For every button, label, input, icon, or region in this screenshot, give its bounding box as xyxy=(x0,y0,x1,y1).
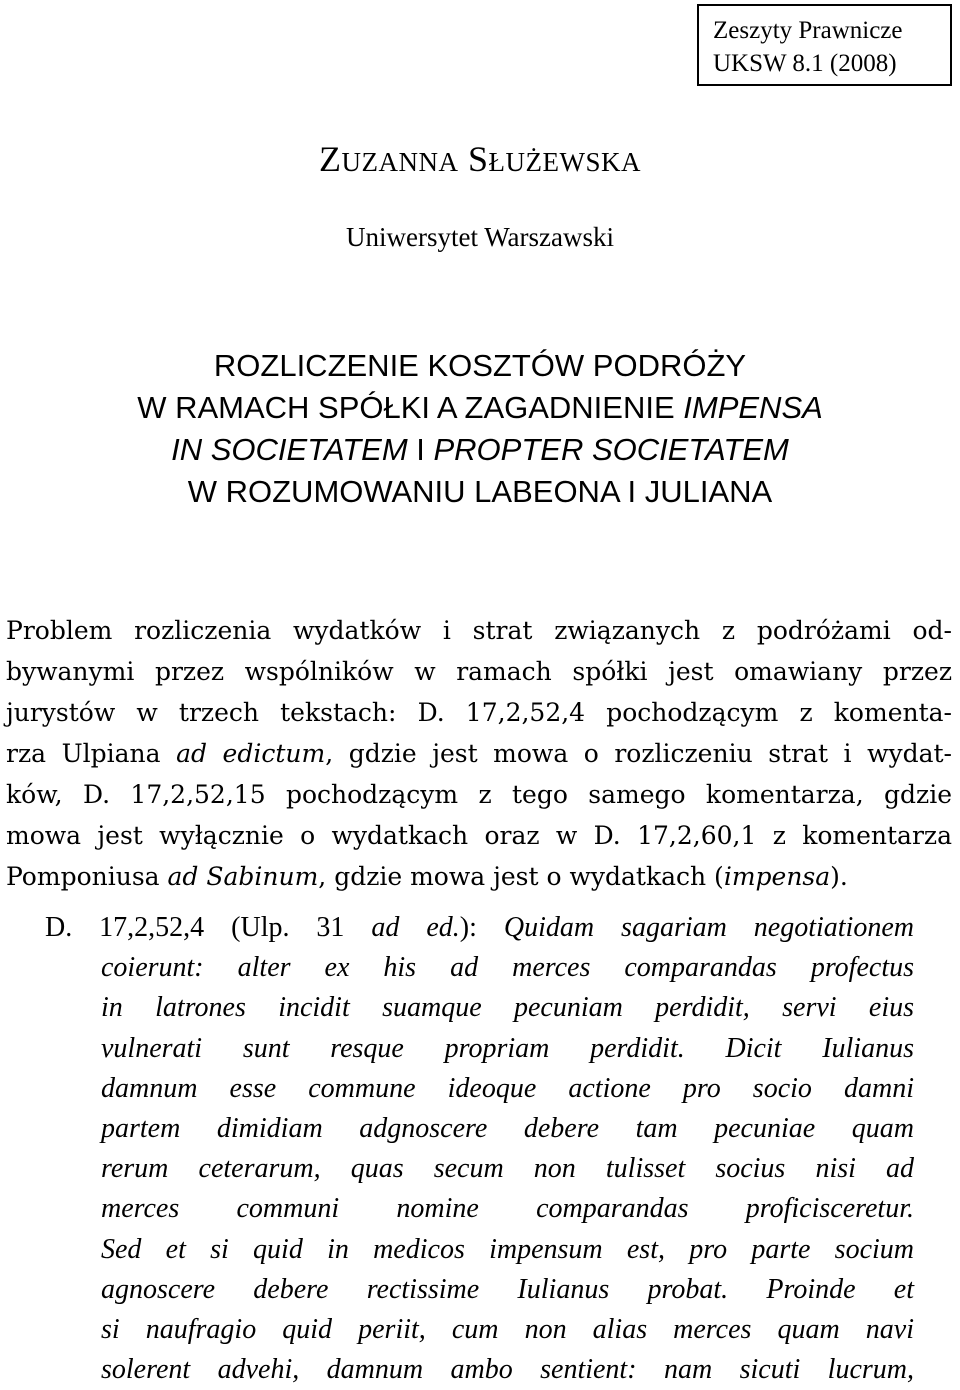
quote-line: coierunt: alter ex his ad merces comparandas profectus xyxy=(101,952,914,984)
author-last-initial: S xyxy=(467,139,489,179)
quote-line: partem dimidiam adgnoscere debere tam pecuniae quam xyxy=(101,1113,914,1145)
journal-info-box xyxy=(697,4,952,86)
title-line-4: W ROZUMOWANIU LABEONA I JULIANA xyxy=(187,474,773,509)
author-first-rest: UZANNA xyxy=(341,147,459,177)
abstract-line: Pomponiusa ad Sabinum, gdzie mowa jest o wydatkach (impensa). xyxy=(6,862,848,891)
quote-line: vulnerati sunt resque propriam perdidit. Dicit Iulianus xyxy=(101,1032,914,1064)
author-first-initial: Z xyxy=(318,139,342,179)
abstract-paragraph xyxy=(6,610,952,897)
quote-line: merces communi nomine comparandas proficisceretur. xyxy=(101,1193,914,1225)
quote-reference-line: D. 17,2,52,4 (Ulp. 31 ad ed.): Quidam sagariam negotiationem xyxy=(45,912,914,943)
abstract-line: rza Ulpiana ad edictum, gdzie jest mowa o rozliczeniu strat i wydat- xyxy=(6,739,952,768)
article-title xyxy=(0,345,960,513)
title-line-2: W RAMACH SPÓŁKI A ZAGADNIENIE IMPENSA xyxy=(137,390,823,425)
quote-line: damnum esse commune ideoque actione pro socio damni xyxy=(101,1072,914,1104)
journal-issue: UKSW 8.1 (2008) xyxy=(713,50,897,77)
quote-reference: D. 17,2,52,4 (Ulp. 31 ad ed.): xyxy=(45,912,504,943)
abstract-line: jurystów w trzech tekstach: D. 17,2,52,4 pochodzącym z komenta- xyxy=(6,698,952,727)
abstract-line: Problem rozliczenia wydatków i strat związanych z podróżami od- xyxy=(6,616,952,645)
quote-line: agnoscere debere rectissime Iulianus probat. Proinde et xyxy=(101,1273,914,1305)
quote-line: si naufragio quid periit, cum non alias merces quam navi xyxy=(101,1314,914,1346)
quote-line: Sed et si quid in medicos impensum est, pro parte socium xyxy=(101,1233,914,1265)
author-last-rest: ŁUŻEWSKA xyxy=(488,147,641,177)
author-name xyxy=(0,138,960,180)
digest-quote xyxy=(45,908,914,1390)
quote-line: in latrones incidit suamque pecuniam perdidit, servi eius xyxy=(101,992,914,1024)
title-line-3: IN SOCIETATEM I PROPTER SOCIETATEM xyxy=(171,432,789,467)
abstract-line: ków, D. 17,2,52,15 pochodzącym z tego samego komentarza, gdzie xyxy=(6,780,952,809)
abstract-line: bywanymi przez wspólników w ramach spółki jest omawiany przez xyxy=(6,657,952,686)
title-line-1: ROZLICZENIE KOSZTÓW PODRÓŻY xyxy=(213,348,747,383)
journal-name: Zeszyty Prawnicze xyxy=(713,17,903,44)
author-affiliation: Uniwersytet Warszawski xyxy=(345,222,614,252)
quote-line: rerum ceterarum, quas secum non tulisset socius nisi ad xyxy=(101,1153,914,1185)
abstract-line: mowa jest wyłącznie o wydatkach oraz w D. 17,2,60,1 z komentarza xyxy=(6,821,952,850)
quote-line: solerent advehi, damnum ambo sentient: nam sicuti lucrum, xyxy=(101,1354,914,1386)
